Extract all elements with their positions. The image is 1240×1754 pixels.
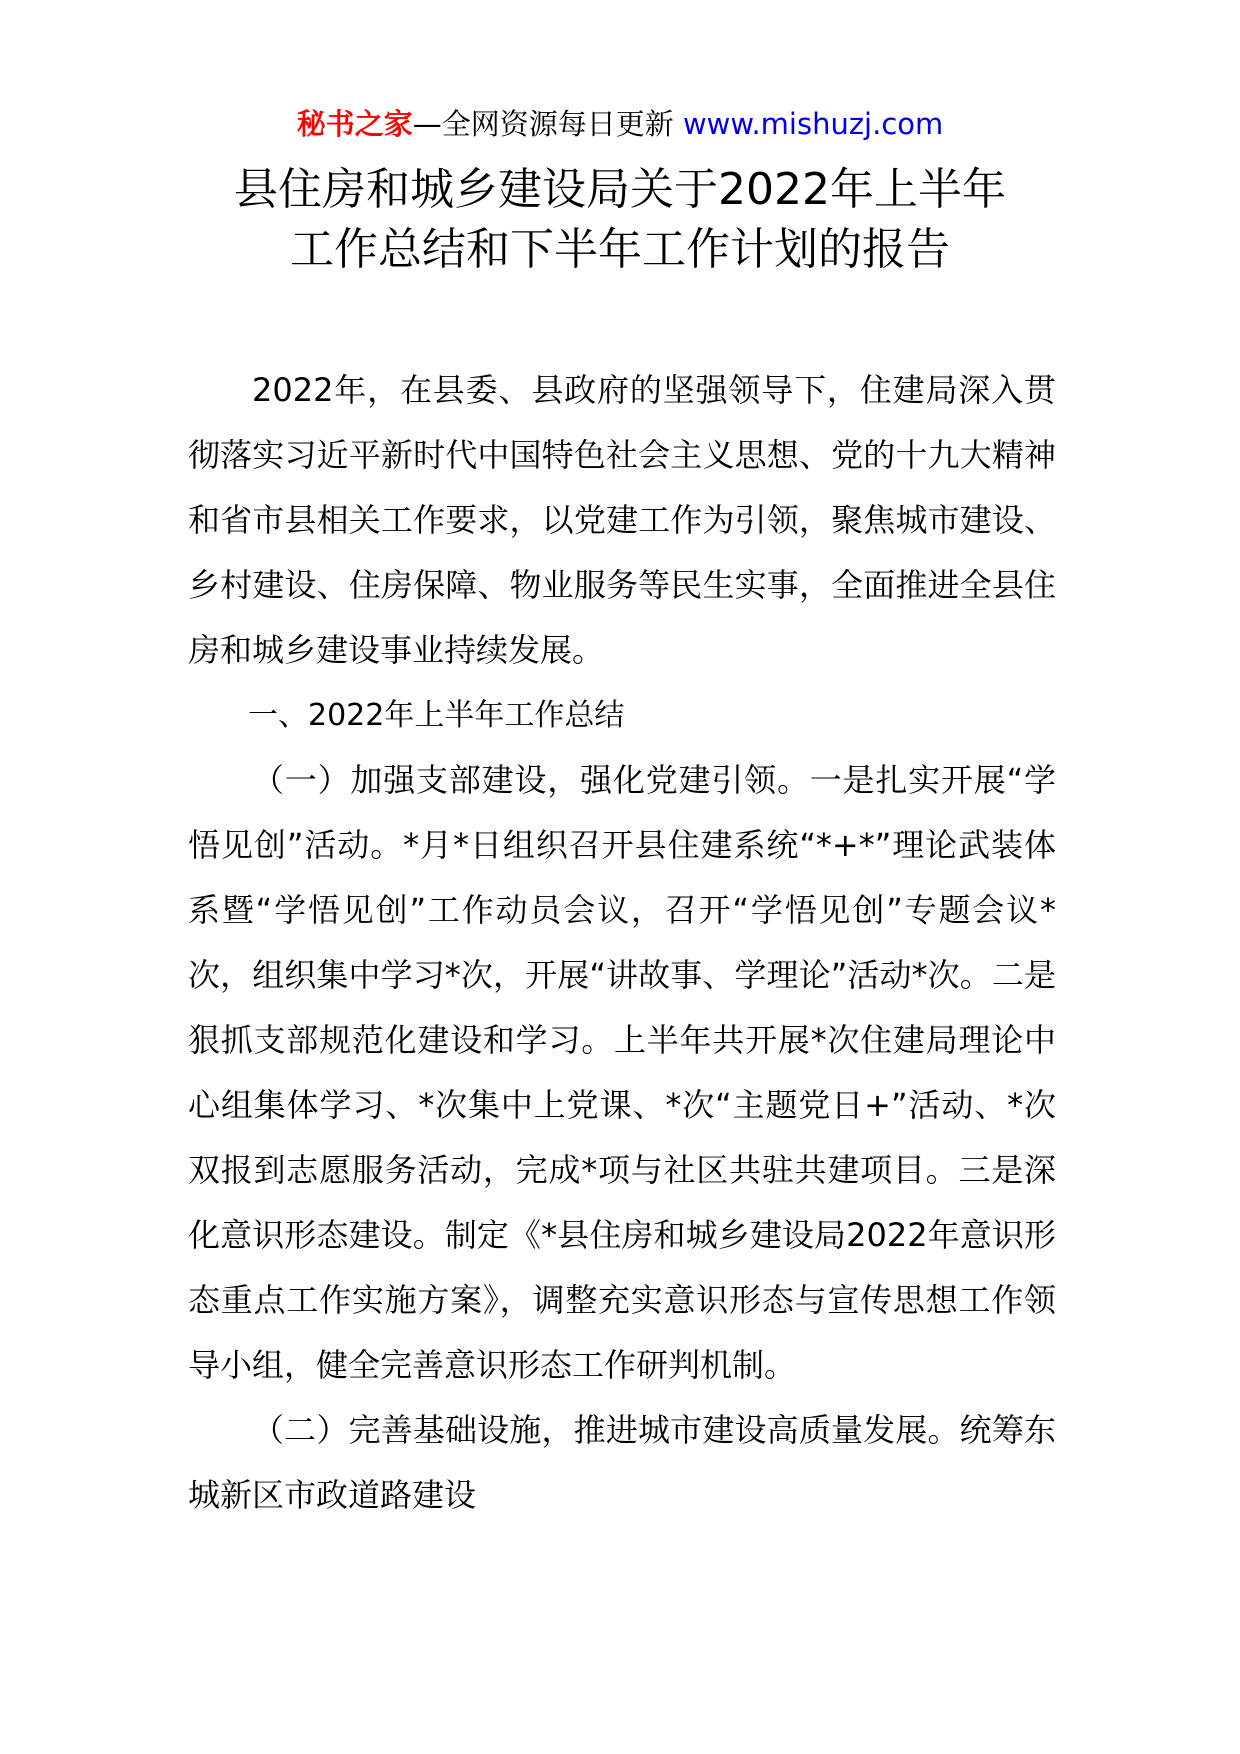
- site-header: [0, 104, 1240, 144]
- title-line-1: 县住房和城乡建设局关于2022年上半年: [234, 164, 1006, 215]
- site-url-link[interactable]: www.mishuzj.com: [682, 107, 944, 141]
- brand-name: 秘书之家: [296, 107, 413, 141]
- document-title: [0, 160, 1240, 280]
- section-heading: 一、2022年上半年工作总结: [248, 698, 625, 733]
- body-paragraph: （一）加强支部建设，强化党建引领。一是扎实开展“学悟见创”活动。*月*日组织召开县住建系统“*+*”理论武装体系暨“学悟见创”工作动员会议，召开“学悟见创”专题会议*次，组织集中学习*次，开展“讲故事、学理论”活动*次。二是狠抓支部规范化建设和学习。上半年共开展*次住建局理论中心组集体学习、*次集中上党课、*次“主题党日+”活动、*次双报到志愿服务活动，完成*项与社区共驻共建项目。三是深化意识形态建设。制定《*县住房和城乡建设局2022年意识形态重点工作实施方案》，调整充实意识形态与宣传思想工作领导小组，健全完善意识形态工作研判机制。: [188, 761, 1056, 1384]
- document-body: [188, 358, 1056, 1528]
- header-tagline: —全网资源每日更新: [412, 107, 674, 141]
- intro-paragraph: 2022年，在县委、县政府的坚强领导下，住建局深入贯彻落实习近平新时代中国特色社会主义思想、党的十九大精神和省市县相关工作要求，以党建工作为引领，聚焦城市建设、乡村建设、住房保障、物业服务等民生实事，全面推进全县住房和城乡建设事业持续发展。: [188, 371, 1056, 669]
- body-paragraph: （二）完善基础设施，推进城市建设高质量发展。统筹东城新区市政道路建设: [188, 1411, 1056, 1514]
- title-line-2: 工作总结和下半年工作计划的报告: [290, 224, 950, 275]
